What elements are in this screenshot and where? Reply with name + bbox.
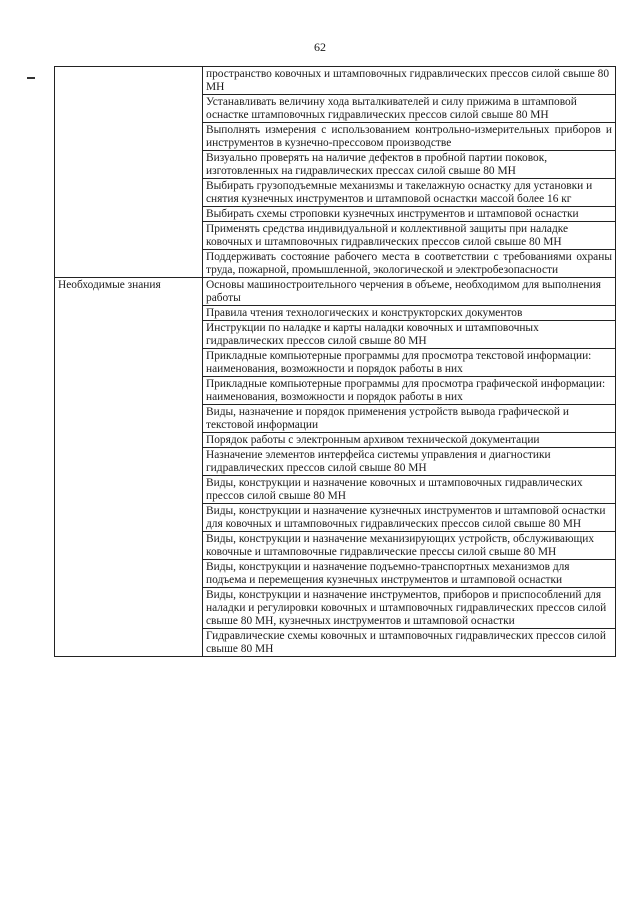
table-cell: Виды, конструкции и назначение механизирующих устройств, обслуживающих ковочные и штамповочные гидравлические прессы силой свыше 80 МН (203, 532, 616, 560)
table-cell: Гидравлические схемы ковочных и штамповочных гидравлических прессов силой свыше 80 МН (203, 629, 616, 657)
table-cell: Порядок работы с электронным архивом технической документации (203, 433, 616, 448)
table-cell: Устанавливать величину хода выталкивателей и силу прижима в штамповой оснастке штамповочных гидравлических прессов силой свыше 80 МН (203, 95, 616, 123)
table-cell: Виды, конструкции и назначение инструментов, приборов и приспособлений для наладки и регулировки ковочных и штамповочных гидравлических прессов силой свыше 80 МН, кузнечных инструментов и штамповой оснастки (203, 588, 616, 629)
table-cell: пространство ковочных и штамповочных гидравлических прессов силой свыше 80 МН (203, 67, 616, 95)
label-cell-empty (55, 67, 203, 278)
table-cell: Поддерживать состояние рабочего места в соответствии с требованиями охраны труда, пожарной, промышленной, экологической и электробезопасности (203, 250, 616, 278)
table-row (55, 278, 616, 306)
table-cell: Инструкции по наладке и карты наладки ковочных и штамповочных гидравлических прессов силой свыше 80 МН (203, 321, 616, 349)
table-cell: Назначение элементов интерфейса системы управления и диагностики гидравлических прессов силой свыше 80 МН (203, 448, 616, 476)
table-cell: Основы машиностроительного черчения в объеме, необходимом для выполнения работы (203, 278, 616, 306)
table-cell: Выбирать грузоподъемные механизмы и такелажную оснастку для установки и снятия кузнечных инструментов и штамповой оснастки массой более 16 кг (203, 179, 616, 207)
table-cell: Виды, конструкции и назначение подъемно-транспортных механизмов для подъема и перемещения кузнечных инструментов и штамповой оснастки (203, 560, 616, 588)
table-cell: Виды, конструкции и назначение кузнечных инструментов и штамповой оснастки для ковочных и штамповочных гидравлических прессов силой свыше 80 МН (203, 504, 616, 532)
table-cell: Выполнять измерения с использованием контрольно-измерительных приборов и инструментов в кузнечно-прессовом производстве (203, 123, 616, 151)
table-cell: Прикладные компьютерные программы для просмотра графической информации: наименования, возможности и порядок работы в них (203, 377, 616, 405)
table-cell: Правила чтения технологических и конструкторских документов (203, 306, 616, 321)
table-row (55, 67, 616, 95)
table-cell: Виды, конструкции и назначение ковочных и штамповочных гидравлических прессов силой свыше 80 МН (203, 476, 616, 504)
table-cell: Визуально проверять на наличие дефектов в пробной партии поковок, изготовленных на гидравлических прессах силой свыше 80 МН (203, 151, 616, 179)
table-cell: Применять средства индивидуальной и коллективной защиты при наладке ковочных и штамповочных гидравлических прессов силой свыше 80 МН (203, 222, 616, 250)
table-cell: Виды, назначение и порядок применения устройств вывода графической и текстовой информации (203, 405, 616, 433)
margin-mark (27, 77, 35, 79)
table-cell: Прикладные компьютерные программы для просмотра текстовой информации: наименования, возможности и порядок работы в них (203, 349, 616, 377)
page-number: 62 (314, 40, 326, 54)
knowledge-label: Необходимые знания (55, 278, 203, 657)
requirements-table (54, 66, 616, 657)
table-cell: Выбирать схемы строповки кузнечных инструментов и штамповой оснастки (203, 207, 616, 222)
